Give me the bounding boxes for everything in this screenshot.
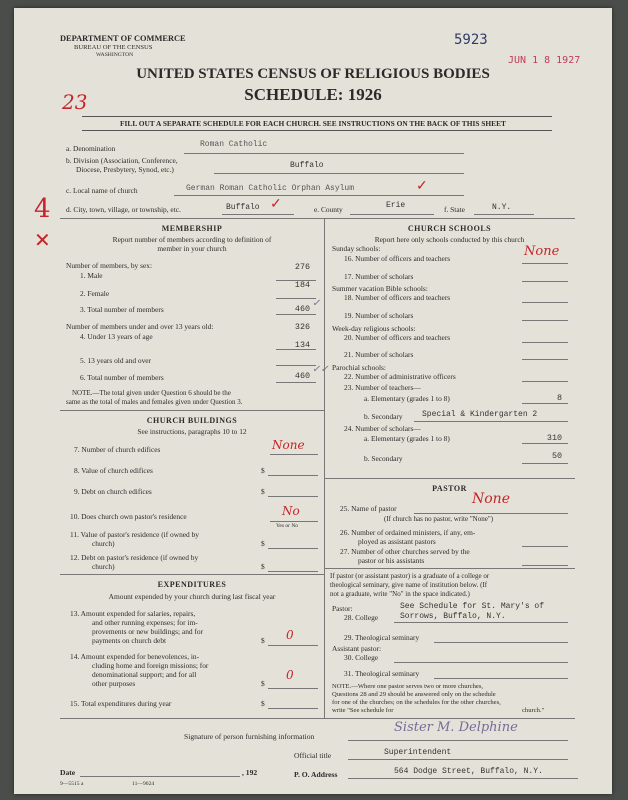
q15-label: 15. Total expenditures during year bbox=[70, 699, 172, 708]
q27-label-1: 27. Number of other churches served by the bbox=[340, 547, 470, 556]
q12-label-2: church) bbox=[92, 562, 115, 571]
q9-label: 9. Debt on church edifices bbox=[74, 487, 152, 496]
check-mark: ✓ bbox=[416, 178, 428, 194]
q9-dollar: $ bbox=[261, 487, 265, 496]
q3-line bbox=[276, 314, 316, 315]
pastor-note-2: Questions 28 and 29 should be answered only on the schedule bbox=[332, 691, 496, 698]
po-address-line bbox=[348, 778, 578, 779]
q24b-line bbox=[522, 463, 568, 464]
print-number: 11—9024 bbox=[132, 781, 155, 787]
q18-label: 18. Number of officers and teachers bbox=[344, 293, 451, 302]
q28-value-2: Sorrows, Buffalo, N.Y. bbox=[400, 612, 506, 621]
serial-number: 5923 bbox=[454, 32, 488, 48]
membership-title: MEMBERSHIP bbox=[161, 224, 223, 233]
q21-label: 21. Number of scholars bbox=[344, 350, 414, 359]
q23b-line bbox=[414, 421, 568, 422]
age-label: Number of members under and over 13 years old: bbox=[66, 322, 214, 331]
q23a-label: a. Elementary (grades 1 to 8) bbox=[364, 394, 450, 403]
q8-label: 8. Value of church edifices bbox=[74, 466, 153, 475]
denomination-label: a. Denomination bbox=[66, 144, 116, 153]
q11-label-2: church) bbox=[92, 539, 115, 548]
denomination-value: Roman Catholic bbox=[200, 140, 268, 149]
summer-label: Summer vacation Bible schools: bbox=[332, 284, 428, 293]
q5-label: 5. 13 years old and over bbox=[80, 356, 152, 365]
instruction-text: FILL OUT A SEPARATE SCHEDULE FOR EACH CHURCH. SEE INSTRUCTIONS ON THE BACK OF THIS SHEET bbox=[120, 119, 506, 128]
county-line bbox=[350, 214, 434, 215]
q4-label: 4. Under 13 years of age bbox=[80, 332, 153, 341]
column-divider bbox=[324, 218, 325, 718]
membership-desc-1: Report number of members according to definition of bbox=[112, 235, 272, 244]
date-line bbox=[80, 776, 240, 777]
q26-line bbox=[522, 546, 568, 547]
grid-bottom-rule bbox=[60, 718, 575, 719]
grad-text-2: theological seminary, give name of institution below. (If bbox=[330, 581, 488, 589]
po-address-label: P. O. Address bbox=[294, 770, 338, 779]
pastor-note-1: NOTE.—Where one pastor serves two or more churches, bbox=[332, 683, 484, 690]
pastor-note-4b: church." bbox=[522, 707, 545, 714]
division-line bbox=[214, 173, 464, 174]
q23b-value: Special & Kindergarten 2 bbox=[422, 410, 538, 419]
q15-line bbox=[268, 708, 318, 709]
q11-line bbox=[268, 548, 318, 549]
q16-label: 16. Number of officers and teachers bbox=[344, 254, 451, 263]
q24-label: 24. Number of scholars— bbox=[344, 424, 421, 433]
city-value: Buffalo bbox=[226, 203, 260, 212]
q13-line bbox=[268, 645, 318, 646]
q1-label: 1. Male bbox=[80, 271, 103, 280]
form-number: 9—5515 a bbox=[60, 781, 84, 787]
q30-label: 30. College bbox=[344, 653, 379, 662]
q25-value: None bbox=[472, 491, 510, 507]
q15-dollar: $ bbox=[261, 699, 265, 708]
q2-label: 2. Female bbox=[80, 289, 110, 298]
q29-label: 29. Theological seminary bbox=[344, 633, 420, 642]
city-field-label: d. City, town, village, or township, etc. bbox=[66, 205, 181, 214]
local-name-value: German Roman Catholic Orphan Asylum bbox=[186, 184, 355, 193]
q13-dollar: $ bbox=[261, 636, 265, 645]
date-label: Date bbox=[60, 768, 76, 777]
form-title: UNITED STATES CENSUS OF RELIGIOUS BODIES bbox=[136, 66, 490, 82]
q20-line bbox=[522, 342, 568, 343]
check-mark: ✓ bbox=[312, 298, 321, 309]
cross-mark: ✕ bbox=[34, 228, 51, 252]
official-title-line bbox=[348, 759, 568, 760]
q14-label-3: denominational support; and for all bbox=[92, 670, 197, 679]
by-sex-label: Number of members, by sex: bbox=[66, 261, 152, 270]
pastor-note-3: for one of the churches; on the schedules for the other churches, bbox=[332, 699, 501, 706]
assistant-label: Assistant pastor: bbox=[332, 644, 382, 653]
handwritten-side-number: 4 bbox=[34, 194, 51, 224]
q18-line bbox=[522, 302, 568, 303]
q30-line bbox=[394, 662, 568, 663]
state-value: N.Y. bbox=[492, 203, 512, 212]
membership-note-1: NOTE.—The total given under Question 6 should be the bbox=[72, 389, 231, 397]
q3-value: 460 bbox=[294, 304, 310, 314]
q5-line bbox=[276, 365, 316, 366]
official-title-label: Official title bbox=[294, 751, 332, 760]
q24b-label: b. Secondary bbox=[364, 454, 403, 463]
expenditures-top-rule bbox=[60, 574, 324, 575]
instruction-rule-bottom bbox=[82, 130, 552, 131]
q23-label: 23. Number of teachers— bbox=[344, 383, 421, 392]
city-label: WASHINGTON bbox=[96, 52, 134, 58]
q11-dollar: $ bbox=[261, 539, 265, 548]
buildings-desc: See instructions, paragraphs 10 to 12 bbox=[137, 427, 247, 436]
q24a-value: 310 bbox=[546, 433, 562, 443]
grad-top-rule bbox=[324, 568, 575, 569]
local-name-label: c. Local name of church bbox=[66, 186, 138, 195]
q7-line bbox=[270, 454, 318, 455]
q31-line bbox=[434, 678, 568, 679]
q13-label-2: and other running expenses; for im- bbox=[92, 618, 198, 627]
q21-line bbox=[522, 359, 568, 360]
q26-label-2: ployed as assistant pastors bbox=[358, 537, 436, 546]
q20-label: 20. Number of officers and teachers bbox=[344, 333, 451, 342]
county-value: Erie bbox=[386, 201, 406, 210]
q29-line bbox=[434, 642, 568, 643]
q6-value: 460 bbox=[294, 371, 310, 381]
local-name-line bbox=[174, 195, 464, 196]
department-label: DEPARTMENT OF COMMERCE bbox=[60, 34, 186, 43]
q2-value: 184 bbox=[294, 280, 310, 290]
q7-label: 7. Number of church edifices bbox=[74, 445, 161, 454]
q17-line bbox=[522, 281, 568, 282]
denomination-line bbox=[184, 153, 464, 154]
q13-label-1: 13. Amount expended for salaries, repairs, bbox=[70, 609, 196, 618]
buildings-top-rule bbox=[60, 410, 324, 411]
q16-line bbox=[522, 263, 568, 264]
signature-value: Sister M. Delphine bbox=[394, 720, 518, 735]
q9-line bbox=[268, 496, 318, 497]
division-label-2: Diocese, Presbytery, Synod, etc.) bbox=[76, 165, 174, 174]
q23a-line bbox=[522, 403, 568, 404]
q22-line bbox=[522, 381, 568, 382]
q10-hint: Yes or No bbox=[276, 523, 299, 529]
age-value: 326 bbox=[294, 322, 310, 332]
official-title-value: Superintendent bbox=[384, 748, 452, 757]
q25-hint: (If church has no pastor, write "None") bbox=[384, 515, 494, 523]
grad-text-1: If pastor (or assistant pastor) is a graduate of a college or bbox=[330, 572, 490, 580]
q25-line bbox=[414, 513, 568, 514]
instruction-rule-top bbox=[82, 116, 552, 117]
q7-value: None bbox=[272, 438, 305, 452]
pastor-top-rule bbox=[324, 478, 575, 479]
q28-line bbox=[394, 622, 568, 623]
sunday-label: Sunday schools: bbox=[332, 244, 381, 253]
q6-line bbox=[276, 382, 316, 383]
q24a-label: a. Elementary (grades 1 to 8) bbox=[364, 434, 450, 443]
q22-label: 22. Number of administrative officers bbox=[344, 372, 456, 381]
q6-label: 6. Total number of members bbox=[80, 373, 164, 382]
q27-label-2: pastor or his assistants bbox=[358, 556, 425, 565]
bureau-label: BUREAU OF THE CENSUS bbox=[74, 44, 153, 51]
q12-dollar: $ bbox=[261, 562, 265, 571]
schools-desc: Report here only schools conducted by this church bbox=[374, 235, 525, 244]
q13-value: 0 bbox=[286, 628, 294, 642]
q24b-value: 50 bbox=[551, 451, 562, 461]
q14-label-1: 14. Amount expended for benevolences, in- bbox=[70, 652, 200, 661]
q28-value-1: See Schedule for St. Mary's of bbox=[400, 602, 545, 611]
state-line bbox=[474, 214, 534, 215]
state-label: f. State bbox=[444, 205, 465, 214]
q10-value: No bbox=[282, 504, 300, 518]
county-label: e. County bbox=[314, 205, 343, 214]
weekday-label: Week-day religious schools: bbox=[332, 324, 416, 333]
city-line bbox=[222, 214, 294, 215]
pastor-title: PASTOR bbox=[432, 484, 467, 493]
received-stamp: JUN 1 8 1927 bbox=[508, 55, 581, 66]
q16-value: None bbox=[524, 244, 560, 259]
q2-line bbox=[276, 298, 316, 299]
po-address-value: 564 Dodge Street, Buffalo, N.Y. bbox=[394, 767, 543, 776]
expenditures-desc: Amount expended by your church during last fiscal year bbox=[108, 592, 276, 601]
check-mark: ✓✓ bbox=[312, 364, 329, 375]
q1-value: 276 bbox=[294, 262, 310, 272]
q27-line bbox=[522, 565, 568, 566]
q11-label: 11. Value of pastor's residence (if owned by bbox=[70, 530, 199, 539]
check-mark: ✓ bbox=[270, 196, 282, 212]
q23a-value: 8 bbox=[556, 393, 562, 403]
q12-line bbox=[268, 571, 318, 572]
handwritten-number: 23 bbox=[62, 90, 88, 114]
q13-label-4: payments on church debt bbox=[92, 636, 167, 645]
q19-line bbox=[522, 320, 568, 321]
q8-dollar: $ bbox=[261, 466, 265, 475]
grid-top-rule bbox=[60, 218, 575, 219]
q4-value: 134 bbox=[294, 340, 310, 350]
q31-label: 31. Theological seminary bbox=[344, 669, 420, 678]
schools-title: CHURCH SCHOOLS bbox=[407, 224, 492, 233]
q13-label-3: provements or new buildings; and for bbox=[92, 627, 204, 636]
pastor-sub-label: Pastor: bbox=[332, 604, 353, 613]
q8-line bbox=[268, 475, 318, 476]
form-subtitle: SCHEDULE: 1926 bbox=[244, 85, 382, 104]
membership-note-2: same as the total of males and females given under Question 3. bbox=[66, 398, 243, 406]
buildings-title: CHURCH BUILDINGS bbox=[146, 416, 238, 425]
q28-label: 28. College bbox=[344, 613, 379, 622]
q12-label: 12. Debt on pastor's residence (if owned by bbox=[70, 553, 199, 562]
q17-label: 17. Number of scholars bbox=[344, 272, 414, 281]
expenditures-title: EXPENDITURES bbox=[157, 580, 227, 589]
date-year: , 192 bbox=[242, 768, 258, 777]
q14-line bbox=[268, 688, 318, 689]
census-schedule-sheet bbox=[14, 8, 612, 794]
division-value: Buffalo bbox=[290, 161, 324, 170]
q14-label-4: other purposes bbox=[92, 679, 136, 688]
q3-label: 3. Total number of members bbox=[80, 305, 164, 314]
parochial-label: Parochial schools: bbox=[332, 363, 386, 372]
signature-label: Signature of person furnishing information bbox=[184, 732, 315, 741]
q19-label: 19. Number of scholars bbox=[344, 311, 414, 320]
q25-label: 25. Name of pastor bbox=[340, 504, 397, 513]
q10-label: 10. Does church own pastor's residence bbox=[70, 512, 187, 521]
q26-label-1: 26. Number of ordained ministers, if any, em- bbox=[340, 528, 476, 537]
grad-text-3: not a graduate, write "No" in the space indicated.) bbox=[330, 590, 470, 598]
division-label: b. Division (Association, Conference, bbox=[66, 156, 178, 165]
q14-value: 0 bbox=[286, 668, 294, 682]
q23b-label: b. Secondary bbox=[364, 412, 403, 421]
q14-label-2: cluding home and foreign missions; for bbox=[92, 661, 209, 670]
q24a-line bbox=[522, 443, 568, 444]
q14-dollar: $ bbox=[261, 679, 265, 688]
membership-desc-2: member in your church bbox=[157, 244, 227, 253]
pastor-note-4: write "See schedule for bbox=[332, 707, 394, 714]
signature-line bbox=[348, 740, 568, 741]
